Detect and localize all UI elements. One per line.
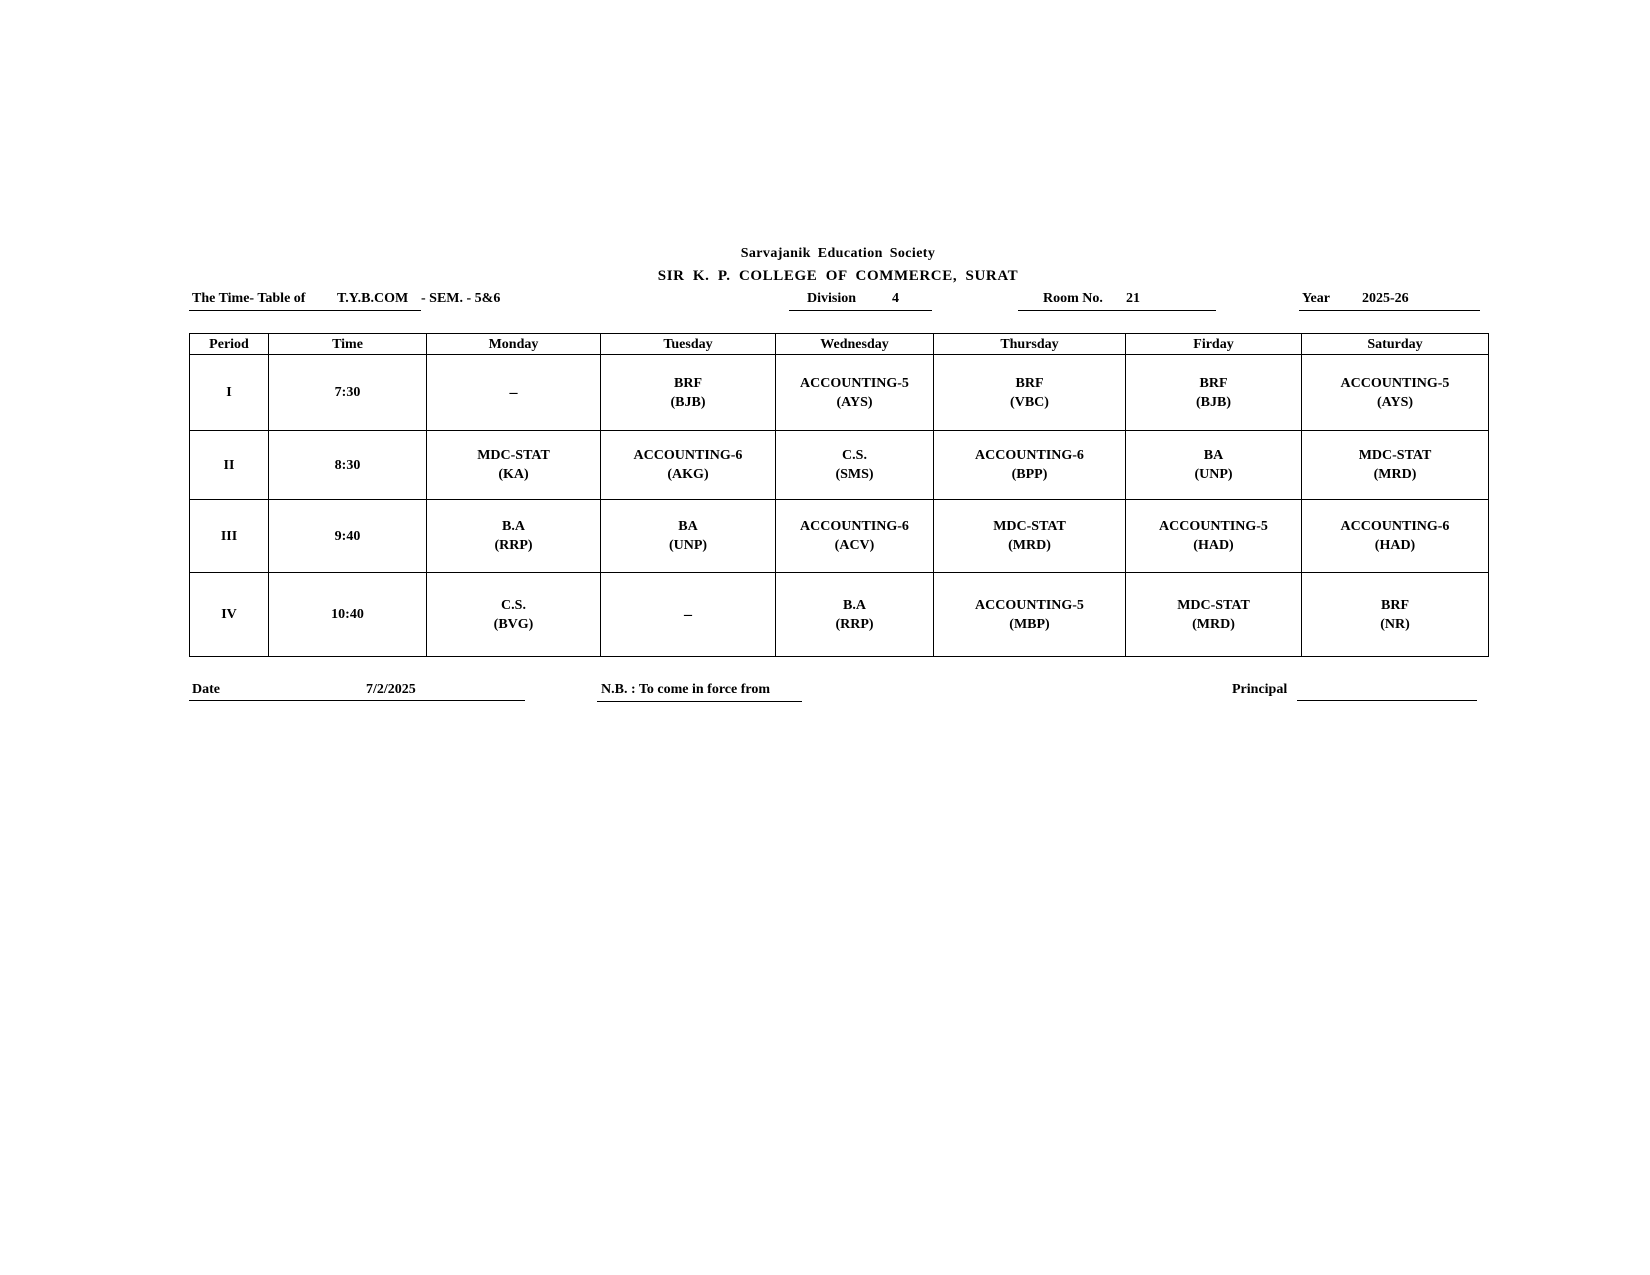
subject: –	[509, 384, 518, 401]
class-cell-saturday	[1302, 573, 1489, 657]
col-header-tuesday: Tuesday	[601, 334, 776, 355]
year-label: Year	[1302, 291, 1330, 306]
teacher: (MRD)	[1373, 467, 1417, 482]
subject: ACCOUNTING-6	[1340, 519, 1450, 534]
teacher: (HAD)	[1193, 538, 1234, 553]
room-underline	[1018, 310, 1216, 311]
class-cell-tuesday	[601, 431, 776, 500]
class-cell-friday	[1126, 355, 1302, 431]
year-underline	[1299, 310, 1480, 311]
class-cell-wednesday	[776, 431, 934, 500]
class-cell-friday	[1126, 431, 1302, 500]
time-cell: 7:30	[269, 355, 427, 431]
class-cell-thursday	[934, 355, 1126, 431]
timetable	[189, 333, 1489, 657]
class-underline	[189, 310, 421, 311]
class-cell-monday	[427, 355, 601, 431]
teacher: (NR)	[1380, 616, 1410, 632]
division-label: Division	[807, 291, 857, 306]
table-row	[190, 355, 1489, 431]
time-cell: 9:40	[269, 500, 427, 573]
subject: –	[684, 606, 692, 623]
date-value: 7/2/2025	[366, 682, 416, 697]
class-cell-thursday	[934, 431, 1126, 500]
class-cell-friday	[1126, 573, 1302, 657]
teacher: (MRD)	[1008, 538, 1051, 553]
col-header-wednesday: Wednesday	[776, 334, 934, 355]
class-cell-monday	[427, 573, 601, 657]
room-value: 21	[1126, 291, 1140, 306]
class-cell-saturday	[1302, 431, 1489, 500]
subject: MDC-STAT	[993, 519, 1066, 534]
class-cell-tuesday	[601, 500, 776, 573]
room-label: Room No.	[1043, 291, 1103, 306]
subject: C.S.	[501, 597, 526, 613]
subject: ACCOUNTING-5	[1340, 375, 1450, 391]
table-row	[190, 431, 1489, 500]
subject: B.A	[502, 519, 525, 534]
class-cell-tuesday	[601, 573, 776, 657]
principal-label: Principal	[1232, 682, 1288, 697]
timetable-label: The Time- Table of	[192, 291, 306, 306]
class-cell-thursday	[934, 500, 1126, 573]
teacher: (RRP)	[835, 616, 874, 632]
teacher: (MRD)	[1192, 616, 1235, 632]
period-cell: II	[190, 431, 269, 500]
teacher: (KA)	[498, 467, 529, 482]
nb-text: N.B. : To come in force from	[601, 682, 771, 697]
class-cell-monday	[427, 500, 601, 573]
teacher: (AYS)	[1376, 394, 1414, 410]
col-header-thursday: Thursday	[934, 334, 1126, 355]
class-cell-wednesday	[776, 355, 934, 431]
principal-signature-line	[1297, 700, 1477, 701]
subject: BA	[1203, 448, 1224, 463]
teacher: (UNP)	[1194, 467, 1233, 482]
period-cell: IV	[190, 573, 269, 657]
division-value: 4	[892, 291, 899, 306]
teacher: (BPP)	[1011, 467, 1048, 482]
subject: ACCOUNTING-6	[975, 448, 1084, 463]
time-cell: 10:40	[269, 573, 427, 657]
class-cell-thursday	[934, 573, 1126, 657]
col-header-saturday: Saturday	[1302, 334, 1489, 355]
subject: ACCOUNTING-5	[1159, 519, 1268, 534]
subject: MDC-STAT	[1177, 597, 1250, 613]
college-name: SIR K. P. COLLEGE OF COMMERCE, SURAT	[657, 268, 1019, 284]
teacher: (MBP)	[1009, 616, 1050, 632]
class-name: T.Y.B.COM	[337, 291, 409, 306]
subject: BRF	[674, 375, 702, 391]
table-row	[190, 500, 1489, 573]
class-cell-friday	[1126, 500, 1302, 573]
subject: ACCOUNTING-5	[975, 597, 1084, 613]
teacher: (RRP)	[494, 538, 533, 553]
table-row	[190, 573, 1489, 657]
teacher: (AYS)	[836, 394, 873, 410]
teacher: (HAD)	[1374, 538, 1416, 553]
teacher: (BJB)	[1196, 394, 1231, 410]
teacher: (AKG)	[667, 467, 709, 482]
class-cell-monday	[427, 431, 601, 500]
class-cell-wednesday	[776, 573, 934, 657]
teacher: (VBC)	[1010, 394, 1049, 410]
class-cell-tuesday	[601, 355, 776, 431]
date-underline	[189, 700, 525, 701]
period-cell: I	[190, 355, 269, 431]
division-underline	[789, 310, 932, 311]
col-header-period: Period	[190, 334, 269, 355]
teacher: (BVG)	[493, 616, 534, 632]
subject: BA	[678, 519, 698, 534]
subject: BRF	[1381, 597, 1409, 613]
col-header-time: Time	[269, 334, 427, 355]
semester: - SEM. - 5&6	[421, 291, 501, 306]
date-label: Date	[192, 682, 220, 697]
time-cell: 8:30	[269, 431, 427, 500]
subject: C.S.	[842, 448, 867, 463]
class-cell-saturday	[1302, 500, 1489, 573]
col-header-monday: Monday	[427, 334, 601, 355]
subject: ACCOUNTING-5	[800, 375, 909, 391]
subject: ACCOUNTING-6	[800, 519, 909, 534]
subject: MDC-STAT	[477, 448, 550, 463]
subject: ACCOUNTING-6	[633, 448, 743, 463]
col-header-friday: Firday	[1126, 334, 1302, 355]
class-cell-saturday	[1302, 355, 1489, 431]
year-value: 2025-26	[1362, 291, 1409, 306]
class-cell-wednesday	[776, 500, 934, 573]
teacher: (UNP)	[668, 538, 708, 553]
header-row	[190, 334, 1489, 355]
teacher: (ACV)	[834, 538, 875, 553]
subject: BRF	[1015, 375, 1044, 391]
period-cell: III	[190, 500, 269, 573]
subject: MDC-STAT	[1358, 448, 1432, 463]
subject: BRF	[1199, 375, 1228, 391]
teacher: (SMS)	[835, 467, 874, 482]
nb-underline	[597, 701, 802, 702]
subject: B.A	[843, 597, 866, 613]
teacher: (BJB)	[670, 394, 706, 410]
society-name: Sarvajanik Education Society	[740, 246, 936, 261]
